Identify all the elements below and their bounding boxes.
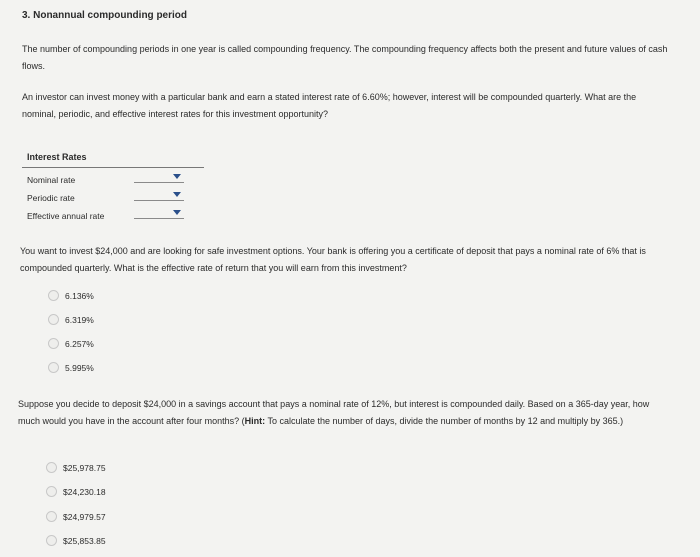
radio-button[interactable] <box>48 290 59 301</box>
intro-text: The number of compounding periods in one year is called compounding frequency. The compounding frequency affects both the present and future values of cash flows. <box>22 44 668 71</box>
radio-button[interactable] <box>46 462 57 473</box>
q2-option[interactable]: 6.257% <box>48 338 94 349</box>
chevron-down-icon <box>173 174 181 179</box>
radio-button[interactable] <box>48 362 59 373</box>
hint-label: Hint: <box>244 416 266 426</box>
scenario-text: An investor can invest money with a particular bank and earn a stated interest rate of 6.60%; however, interest will be compounded quarterly. What are the nominal, periodic, and effective interest rates for this investment opportunity? <box>22 92 637 119</box>
q3-option[interactable]: $24,979.57 <box>46 511 106 522</box>
q2-option[interactable]: 6.319% <box>48 314 94 325</box>
q3-text: Suppose you decide to deposit $24,000 in a savings account that pays a nominal rate of 12%, but interest is compounded daily. Based on a 365-day year, how much would you have in the account after four months? (Hint: To calculate the number of days, divide the number of months by 12 and multiply by 365.) <box>18 399 650 426</box>
radio-button[interactable] <box>48 338 59 349</box>
nominal-rate-dropdown[interactable] <box>134 170 184 183</box>
q2-option[interactable]: 5.995% <box>48 362 94 373</box>
radio-button[interactable] <box>48 314 59 325</box>
q3-option[interactable]: $25,978.75 <box>46 462 106 473</box>
row-nominal-rate: Nominal rate <box>27 175 76 185</box>
q3-option[interactable]: $25,853.85 <box>46 535 106 546</box>
q2-text: You want to invest $24,000 and are looking for safe investment options. Your bank is offering you a certificate of deposit that pays a nominal rate of 6% that is compounded quarterly. What is the effective rate of return that you will earn from this investment? <box>20 246 646 273</box>
periodic-rate-dropdown[interactable] <box>134 188 184 201</box>
effective-rate-dropdown[interactable] <box>134 206 184 219</box>
chevron-down-icon <box>173 210 181 215</box>
radio-button[interactable] <box>46 511 57 522</box>
q2-option[interactable]: 6.136% <box>48 290 94 301</box>
q3-option[interactable]: $24,230.18 <box>46 486 106 497</box>
question-title: 3. Nonannual compounding period <box>22 10 187 21</box>
row-effective-annual-rate: Effective annual rate <box>27 211 105 221</box>
table-header: Interest Rates <box>22 150 204 168</box>
row-periodic-rate: Periodic rate <box>27 193 75 203</box>
radio-button[interactable] <box>46 535 57 546</box>
chevron-down-icon <box>173 192 181 197</box>
radio-button[interactable] <box>46 486 57 497</box>
